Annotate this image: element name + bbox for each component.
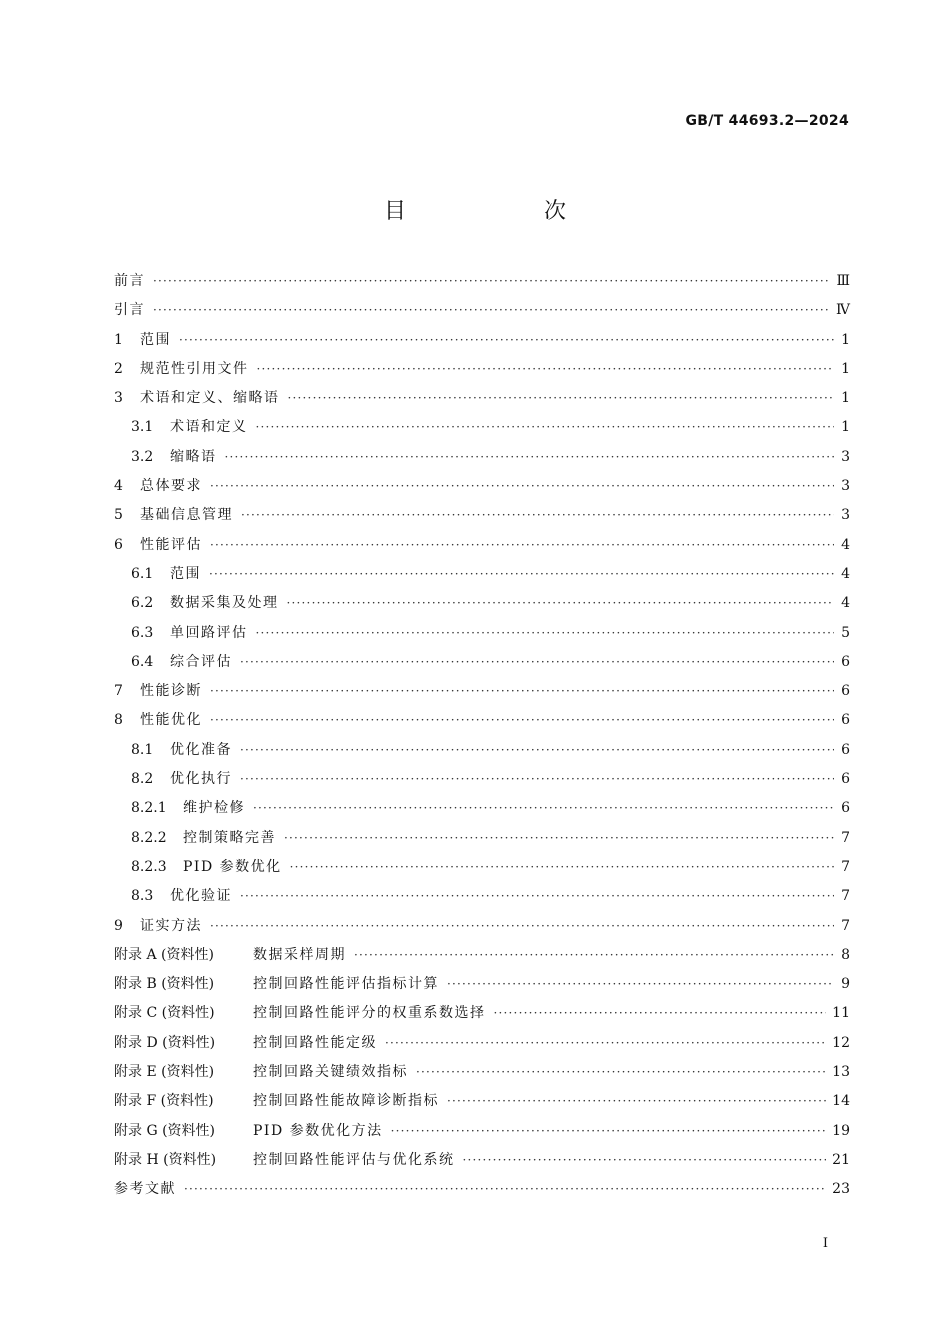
toc-entry-title: 证实方法 [140,917,202,934]
toc-entry-title: 术语和定义、缩略语 [140,390,280,407]
toc-entry-number: 附录 H (资料性) [114,1151,217,1168]
toc-entry[interactable] [114,1090,850,1119]
toc-entry-title: 数据采集及处理 [170,595,279,612]
toc-entry[interactable] [114,299,850,328]
toc-entry-title: 性能评估 [140,536,202,553]
toc-entry-number: 附录 E (资料性) [114,1064,215,1081]
toc-entry-number: 附录 G (资料性) [114,1122,216,1139]
toc-entry[interactable] [114,534,850,563]
toc-entry-page: 9 [841,976,850,993]
toc-entry-page: 1 [841,360,850,377]
toc-entry-page: 5 [841,624,850,641]
toc-entry-number: 8.2.3 [131,858,167,875]
toc-entry-number: 8.1 [131,741,154,758]
toc-entry-page: 12 [832,1034,850,1051]
toc-entry-title: 控制回路性能评估与优化系统 [253,1151,455,1168]
dot-leader [494,1006,827,1020]
toc-entry-number: 8.2.1 [131,800,167,817]
dot-leader [153,303,830,317]
toc-entry-number: 8.2 [131,771,154,788]
dot-leader [240,772,834,786]
toc-entry[interactable] [114,651,850,680]
dot-leader [210,919,834,933]
toc-entry[interactable] [114,680,850,709]
toc-entry[interactable] [114,856,850,885]
dot-leader [290,860,834,874]
toc-entry-page: 6 [841,683,850,700]
dot-leader [284,831,834,845]
toc-entry-number: 8.2.2 [131,829,167,846]
dot-leader [225,450,835,464]
dot-leader [210,684,834,698]
toc-entry-title: 前言 [114,273,145,289]
toc-entry[interactable] [114,797,850,826]
toc-entry-number: 3.1 [131,419,154,436]
toc-entry-page: 19 [832,1122,850,1139]
toc-entry-page: Ⅲ [836,273,850,289]
toc-entry-title: 数据采样周期 [253,946,346,963]
dot-leader [240,889,834,903]
toc-entry-number: 4 [114,478,123,495]
toc-entry-page: 4 [841,595,850,612]
dot-leader [240,655,834,669]
dot-leader [184,1182,826,1196]
toc-entry-title: PID 参数优化方法 [253,1122,383,1139]
toc-entry-page: 11 [832,1005,850,1022]
toc-entry[interactable] [114,504,850,533]
toc-entry[interactable] [114,1178,850,1207]
toc-entry[interactable] [114,1032,850,1061]
toc-entry-number: 附录 A (资料性) [114,946,214,963]
toc-entry-number: 6.4 [131,653,154,670]
toc-entry[interactable] [114,915,850,944]
toc-entry-title: 综合评估 [170,653,232,670]
toc-entry-page: 13 [832,1064,850,1081]
toc-entry-number: 附录 D (资料性) [114,1034,216,1051]
toc-entry-page: 7 [841,829,850,846]
toc-entry[interactable] [114,973,850,1002]
toc-entry-title: 控制回路性能定级 [253,1034,377,1051]
toc-entry-page: 3 [841,478,850,495]
toc-entry-number: 6.3 [131,624,154,641]
toc-entry-title: 参考文献 [114,1181,176,1198]
toc-entry-number: 3 [114,390,123,407]
toc-entry-title: 规范性引用文件 [140,360,249,377]
toc-entry-title: 单回路评估 [170,624,248,641]
toc-entry-number: 5 [114,507,123,524]
toc-entry-page: 7 [841,888,850,905]
toc-entry[interactable] [114,1149,850,1178]
page-title: 目 次 [383,199,624,224]
toc-entry-number: 7 [114,683,123,700]
dot-leader [253,801,834,815]
toc-entry-title: 优化准备 [170,741,232,758]
toc-entry[interactable] [114,329,850,358]
toc-entry[interactable] [114,1061,850,1090]
toc-entry-number: 附录 F (资料性) [114,1093,214,1110]
toc-entry-title: 总体要求 [140,478,202,495]
dot-leader [210,713,834,727]
toc-entry-page: 6 [841,771,850,788]
toc-entry-page: 8 [841,946,850,963]
toc-entry-number: 1 [114,331,123,348]
toc-entry[interactable] [114,885,850,914]
toc-entry-number: 6.2 [131,595,154,612]
toc-entry-page: 6 [841,800,850,817]
toc-entry-page: 14 [832,1093,850,1110]
toc-entry-title: 维护检修 [183,800,245,817]
toc-entry[interactable] [114,358,850,387]
toc-entry-number: 8 [114,712,123,729]
toc-entry[interactable] [114,563,850,592]
toc-entry-page: 1 [841,419,850,436]
toc-entry-title: 缩略语 [170,448,217,465]
dot-leader [209,567,834,581]
toc-entry-title: 控制回路性能评估指标计算 [253,976,439,993]
toc-entry-page: 23 [832,1181,850,1198]
toc-entry-page: 4 [841,536,850,553]
toc-entry[interactable] [114,416,850,445]
dot-leader [288,391,835,405]
toc-entry-page: 3 [841,448,850,465]
toc-entry-title: 术语和定义 [170,419,248,436]
toc-entry-page: 7 [841,858,850,875]
toc-entry-page: 6 [841,712,850,729]
toc-entry-number: 3.2 [131,448,154,465]
toc-entry-page: 6 [841,653,850,670]
toc-entry-page: 21 [832,1151,850,1168]
toc-entry-title: 性能诊断 [140,683,202,700]
dot-leader [257,362,835,376]
page-number: Ⅰ [822,1236,828,1251]
dot-leader [416,1065,826,1079]
toc-entry-title: 控制回路性能故障诊断指标 [253,1093,439,1110]
toc-entry-title: 范围 [140,331,171,348]
dot-leader [241,508,834,522]
dot-leader [391,1124,827,1138]
toc-entry[interactable] [114,709,850,738]
toc-entry[interactable] [114,622,850,651]
toc-entry[interactable] [114,827,850,856]
toc-entry-title: PID 参数优化 [183,858,282,875]
toc-entry-number: 2 [114,360,123,377]
toc-entry-number: 6 [114,536,123,553]
toc-entry[interactable] [114,1120,850,1149]
toc-entry-page: 4 [841,565,850,582]
dot-leader [240,743,834,757]
toc-entry[interactable] [114,446,850,475]
dot-leader [354,948,834,962]
toc-entry[interactable] [114,739,850,768]
toc-entry[interactable] [114,387,850,416]
dot-leader [210,479,834,493]
standard-number: GB/T 44693.2—2024 [685,113,849,129]
toc-entry-number: 附录 C (资料性) [114,1005,215,1022]
toc-entry-title: 控制回路性能评分的权重系数选择 [253,1005,486,1022]
toc-entry[interactable] [114,475,850,504]
table-of-contents [114,270,850,1208]
toc-entry[interactable] [114,1002,850,1031]
toc-entry-title: 控制策略完善 [183,829,276,846]
toc-entry-page: 6 [841,741,850,758]
toc-entry-page: 1 [841,331,850,348]
toc-entry-page: 7 [841,917,850,934]
dot-leader [179,333,834,347]
dot-leader [385,1036,826,1050]
dot-leader [447,977,834,991]
toc-entry-title: 范围 [170,565,201,582]
toc-entry-page: 3 [841,507,850,524]
toc-entry[interactable] [114,592,850,621]
dot-leader [287,596,835,610]
toc-entry-number: 9 [114,917,123,934]
toc-entry-number: 8.3 [131,888,154,905]
toc-entry-page: Ⅳ [836,302,850,319]
toc-entry-number: 附录 B (资料性) [114,976,215,993]
toc-entry-title: 优化执行 [170,771,232,788]
toc-entry-title: 优化验证 [170,888,232,905]
dot-leader [447,1094,826,1108]
dot-leader [256,626,835,640]
toc-entry-title: 控制回路关键绩效指标 [253,1064,408,1081]
dot-leader [153,274,830,288]
dot-leader [210,538,834,552]
toc-entry-page: 1 [841,390,850,407]
toc-entry-title: 基础信息管理 [140,507,233,524]
dot-leader [463,1153,827,1167]
toc-entry[interactable] [114,270,850,299]
toc-entry-title: 引言 [114,302,145,319]
toc-entry[interactable] [114,944,850,973]
toc-entry-title: 性能优化 [140,712,202,729]
dot-leader [256,420,835,434]
toc-entry-number: 6.1 [131,565,154,582]
toc-entry[interactable] [114,768,850,797]
